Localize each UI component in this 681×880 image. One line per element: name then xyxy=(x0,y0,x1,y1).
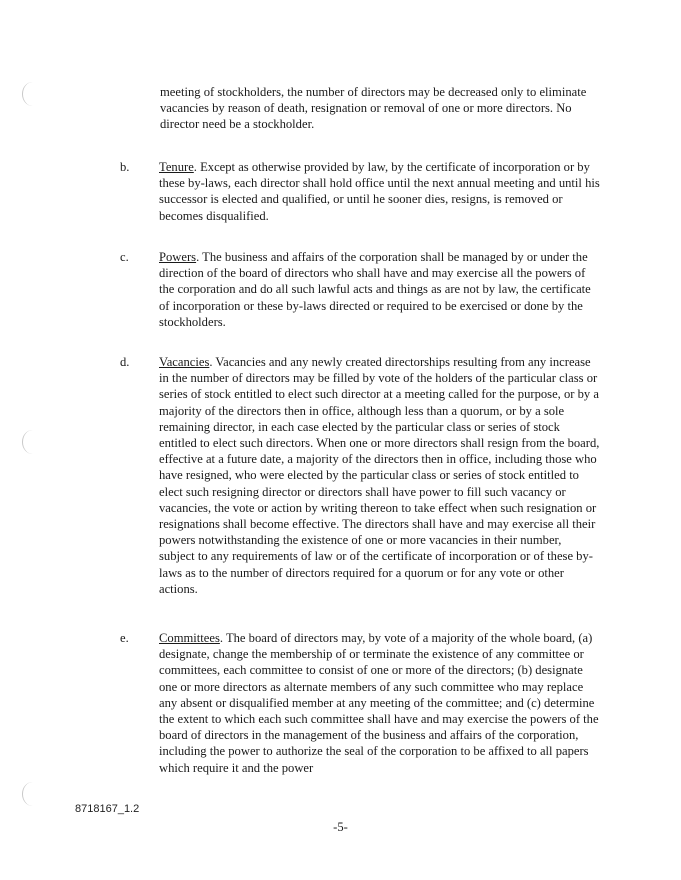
section-letter: c. xyxy=(120,250,129,264)
section-heading: Committees xyxy=(159,631,220,645)
punch-hole-mark-middle xyxy=(22,430,43,454)
intro-paragraph: meeting of stockholders, the number of directors may be decreased only to eliminate vacancies by reason of death, resignation or removal of one or more directors. No director need be a stockholder. xyxy=(160,85,587,132)
section-text: . The board of directors may, by vote of a majority of the whole board, (a) designate, change the membership of or terminate the existence of any committee or committees, each committee to consist of one or more of the directors; (b) designate one or more directors as alternate members of any such committee who may replace any absent or disqualified member at any meeting of the committee; and (c) determine the extent to which each such committee shall have and may exercise the powers of the board of directors in the management of the business and affairs of the corporation, including the power to authorize the seal of the corporation to be affixed to all papers which require it and the power xyxy=(159,631,599,775)
document-id: 8718167_1.2 xyxy=(75,803,140,815)
section-body xyxy=(159,630,600,776)
section-letter: b. xyxy=(120,160,130,174)
section-text: . Vacancies and any newly created directorships resulting from any increase in the number of directors may be filled by vote of the holders of the particular class or series of stock entitled to elect such director at a meeting called for the purpose, or by a majority of the directors then in office, although less than a quorum, or by a sole remaining director, in each case elected by the particular class or series of stock entitled to elect such directors. When one or more directors shall resign from the board, effective at a future date, a majority of the directors then in office, including those who have resigned, who were elected by the particular class or series of stock entitled to elect such resigning director or directors shall have power to fill such vacancy or vacancies, the vote or action by writing thereon to take effect when such resignation or resignations shall become effective. The directors shall have and may exercise all their powers notwithstanding the existence of one or more vacancies in their number, subject to any requirements of law or of the certificate of incorporation or of these by-laws as to the number of directors required for a quorum or for any vote or other actions. xyxy=(159,355,600,596)
section-body xyxy=(159,159,600,224)
page-number: -5- xyxy=(333,820,348,834)
section-heading: Tenure xyxy=(159,160,194,174)
section-body xyxy=(159,354,600,597)
section-letter: e. xyxy=(120,631,129,645)
punch-hole-mark-top xyxy=(22,82,43,106)
punch-hole-mark-bottom xyxy=(22,782,43,806)
section-heading: Powers xyxy=(159,250,197,264)
section-heading: Vacancies xyxy=(159,355,210,369)
section-text: . The business and affairs of the corporation shall be managed by or under the direction of the board of directors who shall have and may exercise all the powers of the corporation and do all such lawful acts and things as are not by law, the certificate of incorporation or these by-laws directed or required to be exercised or done by the stockholders. xyxy=(159,250,591,329)
section-letter: d. xyxy=(120,355,130,369)
section-text: . Except as otherwise provided by law, by the certificate of incorporation or by these by-laws, each director shall hold office until the next annual meeting and until his successor is elected and qualified, or until he sooner dies, resigns, is removed or becomes disqualified. xyxy=(159,160,600,223)
section-body xyxy=(159,249,600,330)
